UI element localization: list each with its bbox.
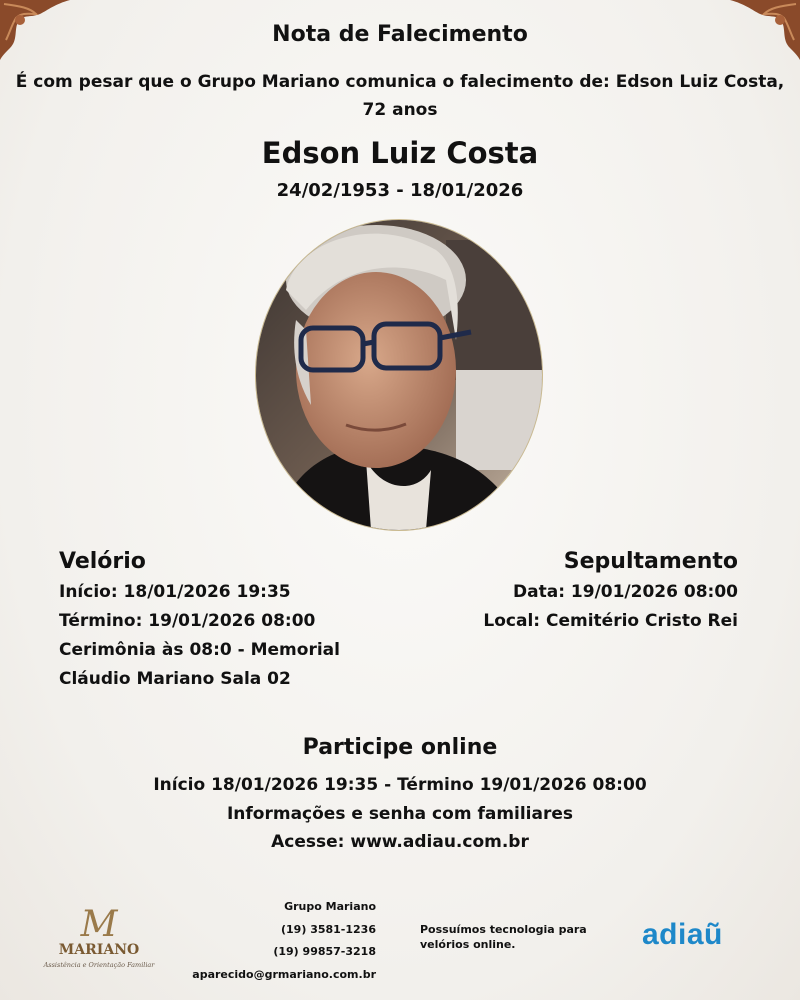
velorio-start: Início: 18/01/2026 19:35 [59,582,291,602]
online-heading: Participe online [302,735,498,760]
contact-phone-2[interactable]: (19) 99857-3218 [273,945,376,958]
announcement-text: É com pesar que o Grupo Mariano comunica o falecimento de: Edson Luiz Costa, 72 anos [15,72,785,120]
tech-note: Possuímos tecnologia para velórios online. [420,923,587,951]
online-access-link[interactable]: Acesse: www.adiau.com.br [271,832,529,852]
page-title: Nota de Falecimento [272,22,528,47]
deceased-name: Edson Luiz Costa [261,136,539,170]
contact-block [180,896,376,986]
sepultamento-heading: Sepultamento [563,549,738,574]
logo-tagline: Assistência e Orientação Familiar [43,961,155,969]
life-dates: 24/02/1953 - 18/01/2026 [276,180,524,201]
sepultamento-section [418,547,738,636]
ceremony-line-2: Cláudio Mariano Sala 02 [59,669,291,689]
burial-date: Data: 19/01/2026 08:00 [513,582,738,602]
online-info: Informações e senha com familiares [226,804,574,824]
contact-company: Grupo Mariano [284,900,376,913]
ceremony-line-1: Cerimônia às 08:0 - Memorial [59,640,340,660]
logo-wordmark: MARIANO [58,942,140,958]
svg-text:M: M [80,904,118,945]
grupo-mariano-logo [42,900,157,972]
contact-phone-1[interactable]: (19) 3581-1236 [281,922,376,936]
velorio-end: Término: 19/01/2026 08:00 [59,611,316,631]
online-period: Início 18/01/2026 19:35 - Término 19/01/2026 08:00 [153,775,647,795]
velorio-heading: Velório [59,549,146,574]
contact-email[interactable]: aparecido@grmariano.com.br [192,967,376,981]
velorio-section [59,547,379,694]
deceased-photo [256,220,542,530]
burial-location: Local: Cemitério Cristo Rei [483,611,738,631]
adiau-logo: adiaũ [642,918,723,951]
